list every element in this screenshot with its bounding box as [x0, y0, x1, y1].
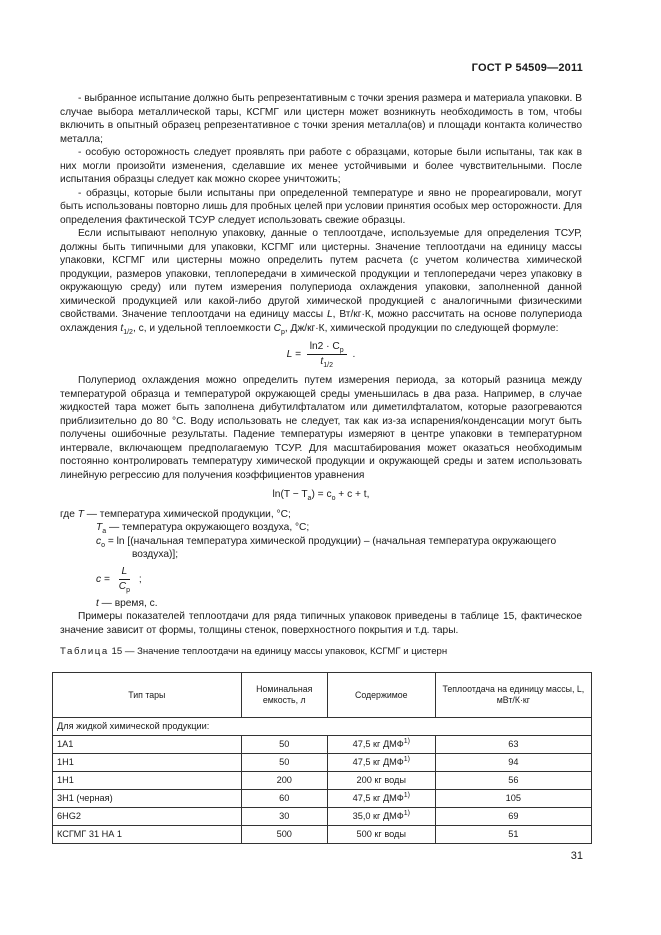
variable-definitions: где T — температура химической продукции, °С; $T_a$ — температура окружающего воздуха, °С; $c_o = \ln$ [(начальная температура химической продукции) – (начальная температура окружающего воздуха)]; c = $\frac{L}{C_p}$ ; t — время, с.	[60, 508, 557, 609]
table-cell: 51	[435, 826, 591, 844]
table-cell: КСГМГ 31 НА 1	[53, 826, 242, 844]
document-code-header: ГОСТ Р 54509—2011	[471, 62, 583, 74]
table-cell: 35,0 кг ДМФ$^{1)}$	[327, 808, 435, 826]
table-cell: 200	[241, 772, 327, 790]
column-header: Тип тары	[53, 673, 242, 718]
table-cell: 500 кг воды	[327, 826, 435, 844]
table-cell: 47,5 кг ДМФ$^{1)}$	[327, 736, 435, 754]
table-cell: 6HG2	[53, 808, 242, 826]
table-row	[53, 808, 592, 826]
table-caption: Таблица 15 — Значение теплоотдачи на единицу массы упаковок, КСГМГ и цистерн	[60, 646, 448, 657]
table-cell: 63	[435, 736, 591, 754]
table-cell: 50	[241, 754, 327, 772]
table-cell: 200 кг воды	[327, 772, 435, 790]
fraction: $\frac{L}{C_p}$	[118, 565, 130, 594]
column-header: Содержимое	[327, 673, 435, 718]
formula-heat-transfer: L = $\frac{\ln 2 \cdot C_p}{t_{1/2}}$ .	[286, 341, 356, 370]
footnote-marker: 1)	[403, 791, 410, 799]
body-text	[57, 92, 585, 844]
table-cell: 1A1	[53, 736, 242, 754]
paragraph: - образцы, которые были испытаны при определенной температуре и явно не прореагировали, могут быть использованы повторно лишь для пробных целей при условии принятия особых мер осторожности. Для определения фактической ТСУР следует использовать свежие образцы.	[60, 187, 582, 226]
fraction: $\frac{\ln 2 \cdot C_p}{t_{1/2}}$	[307, 341, 347, 368]
table-cell: 1H1	[53, 772, 242, 790]
column-header: Номинальная емкость, л	[241, 673, 327, 718]
table-cell: 56	[435, 772, 591, 790]
table-row	[53, 826, 592, 844]
footnote-marker: 1)	[403, 809, 410, 817]
table-cell: 47,5 кг ДМФ$^{1)}$	[327, 754, 435, 772]
table-cell: 47,5 кг ДМФ$^{1)}$	[327, 790, 435, 808]
table-row	[53, 790, 592, 808]
paragraph: - особую осторожность следует проявлять при работе с образцами, которые были испытаны, так как в них могли произойти изменения, сделавшие их менее устойчивыми и более чувствительными. После испытания образцы следует как можно скорее уничтожить;	[60, 147, 582, 185]
footnote-marker: 1)	[403, 737, 410, 745]
table-cell: 3H1 (черная)	[53, 790, 242, 808]
footnote-marker: 1)	[403, 755, 410, 763]
page-number: 31	[570, 850, 583, 862]
table-cell: 69	[435, 808, 591, 826]
table-row	[53, 754, 592, 772]
table-cell: 50	[241, 736, 327, 754]
table-row	[53, 772, 592, 790]
table-cell: 500	[241, 826, 327, 844]
column-header: Теплоотдача на единицу массы, L, мВт/К·кг	[435, 673, 591, 718]
table-group-row: Для жидкой химической продукции:	[53, 718, 592, 736]
heat-transfer-table	[52, 672, 592, 844]
paragraph-examples: Примеры показателей теплоотдачи для ряда типичных упаковок приведены в таблице 15, фактическое значение зависит от формы, толщины стенок, поверхностного покрытия и т.д. тары.	[60, 611, 582, 636]
table-cell: 30	[241, 808, 327, 826]
table-cell: 105	[435, 790, 591, 808]
paragraph-cooling: Полупериод охлаждения можно определить путем измерения периода, за который разница между температурой образца и температурой окружающей среды уменьшилась в два раза. Например, в случае жидкостей тара может быть заполнена дибутилфталатом или диметилфталатом, которые разогреваются приблизительно до 80 °С. Воду использовать не следует, так как из-за испарения/конденсации могут быть получены ошибочные результаты. Падение температуры измеряют в центре упаковки в температурном интервале, включающем предполагаемую ТСУР. Для масштабирования может оказаться необходимым постоянно контролировать температуру химической продукции и окружающей среды и затем использовать линейную регрессию для получения коэффициентов уравнения	[60, 375, 582, 481]
table-header-row	[53, 673, 592, 718]
paragraph-heat-transfer: Если испытывают неполную упаковку, данные о теплоотдаче, используемые для определения ТСУР, должны быть типичными для упаковки, КСГМГ или цистерны. Значение теплоотдачи на единицу массы упаковки, КСГМГ или цистерны можно определить путем расчета (с учетом количества химической продукции, размеров упаковки, теплопередачи в химической продукции и теплопередачи через упаковку в окружающую среду) или путем измерения полупериода охлаждения упаковки, заполненной данной химической продукцией или какой-либо другой химической продукцией с аналогичными физическими свойствами. Значение теплоотдачи на единицу массы L, Вт/кг·К, можно рассчитать на основе полупериода охлаждения $t_{1/2}$, с, и удельной теплоемкости $C_p$, Дж/кг·К, химической продукции по следующей формуле:	[60, 228, 582, 336]
paragraph: - выбранное испытание должно быть репрезентативным с точки зрения размера и материала упаковки. В случае выбора металлической тары, КСГМГ или цистерн может возникнуть необходимость в том, чтобы включить в опытный образец репрезентативное с точки зрения металла(ов) и площади контакта количество металла;	[60, 93, 582, 145]
table-cell: 1H1	[53, 754, 242, 772]
table-row	[53, 736, 592, 754]
formula-regression: $\ln(T - T_a) = c_o + c + t$,	[272, 489, 370, 503]
table-cell: 94	[435, 754, 591, 772]
table-cell: 60	[241, 790, 327, 808]
